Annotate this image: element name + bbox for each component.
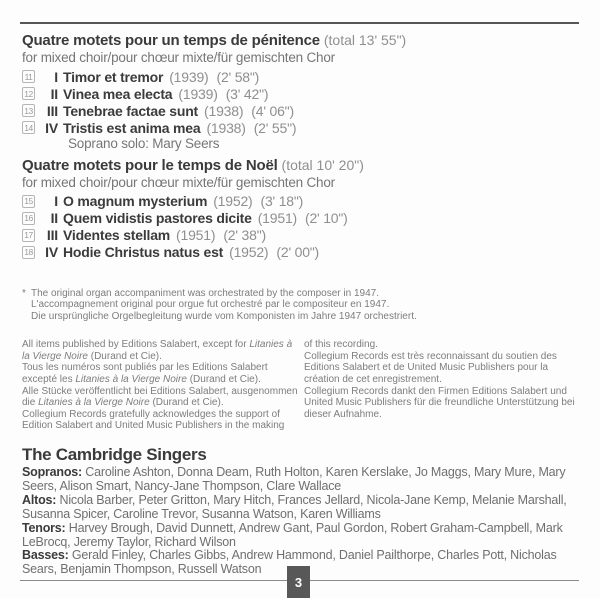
work-subtitle: for mixed choir/pour chœur mixte/für gemischten Chor	[22, 174, 335, 190]
track-row	[22, 244, 580, 261]
performers-section	[22, 445, 580, 577]
publisher-paragraph-fr: Tous les numéros sont publiés par les Editions Salabert excepté les Litanies à la Vierge Noire (Durand et Cie).	[22, 362, 268, 386]
track-number-box	[22, 70, 35, 83]
track-number-box	[22, 246, 35, 259]
publisher-credits	[22, 339, 580, 432]
track-row	[22, 68, 580, 85]
track-year: (1938)	[206, 119, 246, 136]
track-title: Tenebrae factae sunt	[63, 102, 199, 119]
soprano-solo-note: Soprano solo: Mary Seers	[68, 136, 220, 151]
track-roman-numeral: IV	[45, 244, 58, 260]
asterisk-marker: *	[22, 287, 26, 299]
ensemble-name-heading: The Cambridge Singers	[22, 445, 207, 465]
publisher-credits-left-column	[22, 339, 300, 432]
work-title	[22, 31, 580, 50]
track-title: Timor et tremor	[63, 68, 164, 85]
track-year: (1939)	[178, 85, 218, 102]
work-title-italic: Litanies à la Vierge Noire	[75, 374, 187, 386]
track-row	[22, 193, 580, 210]
voice-group-sopranos	[22, 466, 580, 494]
track-duration: (3' 18")	[260, 193, 304, 209]
track-number: 12	[24, 88, 33, 99]
track-number-box	[22, 104, 35, 117]
voice-group-label: Tenors:	[22, 520, 66, 535]
track-year: (1952)	[213, 193, 253, 209]
voice-group-names: Nicola Barber, Peter Gritton, Mary Hitch, Frances Jellard, Nicola-Jane Kemp, Melanie Marshall, Susanna Spicer, Caroline Trevor, Susanna Watson, Karen Williams	[22, 492, 567, 521]
track-number: 14	[24, 122, 33, 133]
track-number: 18	[24, 247, 33, 257]
track-year: (1939)	[169, 68, 209, 85]
voice-group-names: Caroline Ashton, Donna Deam, Ruth Holton, Karen Kerslake, Jo Maggs, Mary Mure, Mary Seers, Alison Smart, Nancy-Jane Thompson, Clare Wallace	[22, 465, 566, 493]
work-title	[22, 156, 580, 175]
footnote-line-fr: L'accompagnement original pour orgue fut orchestré par le compositeur en 1947.	[31, 299, 390, 311]
track-year: (1952)	[229, 244, 269, 260]
track-number-box	[22, 195, 35, 208]
work-total-duration: (total 13' 55")	[323, 32, 407, 48]
page-content	[22, 31, 580, 577]
acknowledgement-en-start: Collegium Records gratefully acknowledges the support of Edition Salabert and United Music Publishers in the making	[22, 408, 285, 432]
track-duration: (2' 58")	[216, 68, 260, 85]
work-title-italic: Litanies à la Vierge Noire	[22, 339, 293, 362]
track-title: Quem vidistis pastores dicite	[63, 210, 252, 226]
orchestration-footnote	[22, 288, 580, 323]
track-duration: (3' 42")	[225, 85, 269, 102]
publisher-paragraph-de: Alle Stücke veröffentlicht bei Editions Salabert, ausgenommen die Litanies à la Vierge Noire (Durand et Cie).	[22, 385, 298, 409]
track-title: Tristis est anima mea	[63, 119, 201, 136]
footnote-line-de: Die ursprüngliche Orgelbegleitung wurde vom Komponisten im Jahre 1947 orchestriert.	[31, 310, 417, 322]
page-number-badge	[287, 566, 310, 598]
track-number-box	[22, 229, 35, 242]
voice-group-altos	[22, 494, 580, 522]
publisher-paragraph-en: All items published by Editions Salabert, except for Litanies à la Vierge Noire (Durand et Cie).	[22, 339, 293, 362]
track-row	[22, 227, 580, 244]
track-row	[22, 102, 580, 119]
voice-group-tenors	[22, 522, 580, 550]
voice-group-label: Altos:	[22, 492, 57, 507]
voice-group-names: Harvey Brough, David Dunnett, Andrew Gant, Paul Gordon, Robert Graham-Campbell, Mark LeBrocq, Jeremy Taylor, Richard Wilson	[22, 520, 563, 549]
track-number: 13	[24, 105, 33, 116]
track-duration: (2' 00")	[276, 244, 320, 260]
track-roman-numeral: I	[54, 193, 58, 209]
voice-group-label: Sopranos:	[22, 465, 83, 480]
track-roman-numeral: IV	[45, 119, 58, 136]
track-year: (1951)	[176, 227, 216, 243]
work-title-italic: Litanies à la Vierge Noire	[38, 397, 150, 409]
track-number: 11	[24, 71, 33, 82]
work-subtitle: for mixed choir/pour chœur mixte/für gemischten Chor	[22, 50, 335, 65]
track-roman-numeral: III	[46, 102, 58, 119]
acknowledgement-en-end: of this recording.	[304, 339, 378, 351]
track-row	[22, 119, 580, 136]
track-duration: (2' 10")	[305, 210, 348, 226]
work-section-noel	[22, 156, 580, 261]
work-title-text: Quatre motets pour le temps de Noël	[22, 156, 278, 174]
top-rule	[20, 22, 579, 24]
track-title: Videntes stellam	[63, 227, 171, 243]
work-title-text: Quatre motets pour un temps de pénitence	[22, 32, 320, 49]
track-duration: (4' 06")	[251, 102, 294, 119]
track-roman-numeral: II	[50, 210, 58, 226]
track-title: O magnum mysterium	[63, 193, 208, 209]
work-section-penitence	[22, 31, 580, 153]
track-year: (1938)	[204, 102, 244, 119]
track-row	[22, 210, 580, 227]
track-duration: (2' 38")	[223, 227, 266, 243]
voice-group-label: Basses:	[22, 548, 69, 563]
track-number: 15	[24, 196, 33, 206]
track-title: Hodie Christus natus est	[63, 244, 224, 260]
work-total-duration: (total 10' 20")	[281, 156, 364, 173]
track-number-box	[22, 212, 35, 225]
footnote-line-en: * The original organ accompaniment was orchestrated by the composer in 1947.	[22, 287, 379, 299]
track-number-box	[22, 87, 35, 100]
track-number: 17	[24, 230, 33, 240]
track-duration: (2' 55")	[253, 119, 297, 136]
voice-group-names: Gerald Finley, Charles Gibbs, Andrew Hammond, Daniel Pailthorpe, Charles Pott, Nicholas Sears, Benjamin Thompson, Russell Watson	[22, 548, 557, 577]
acknowledgement-de: Collegium Records dankt den Firmen Editions Salabert und United Music Publishers für die freundliche Unterstützung bei dieser Aufnahme.	[304, 385, 575, 420]
track-roman-numeral: III	[46, 227, 58, 243]
track-roman-numeral: I	[54, 68, 58, 85]
track-roman-numeral: II	[50, 85, 58, 102]
track-number-box	[22, 121, 35, 134]
track-row	[22, 85, 580, 102]
track-year: (1951)	[257, 210, 297, 226]
track-title: Vinea mea electa	[63, 85, 173, 102]
publisher-credits-right-column	[304, 339, 580, 432]
track-number: 16	[24, 213, 33, 223]
acknowledgement-fr: Collegium Records est très reconnaissant du soutien des Editions Salabert et de United Music Publishers pour la création de cet enregistrement.	[304, 350, 557, 386]
page-number: 3	[294, 574, 303, 590]
